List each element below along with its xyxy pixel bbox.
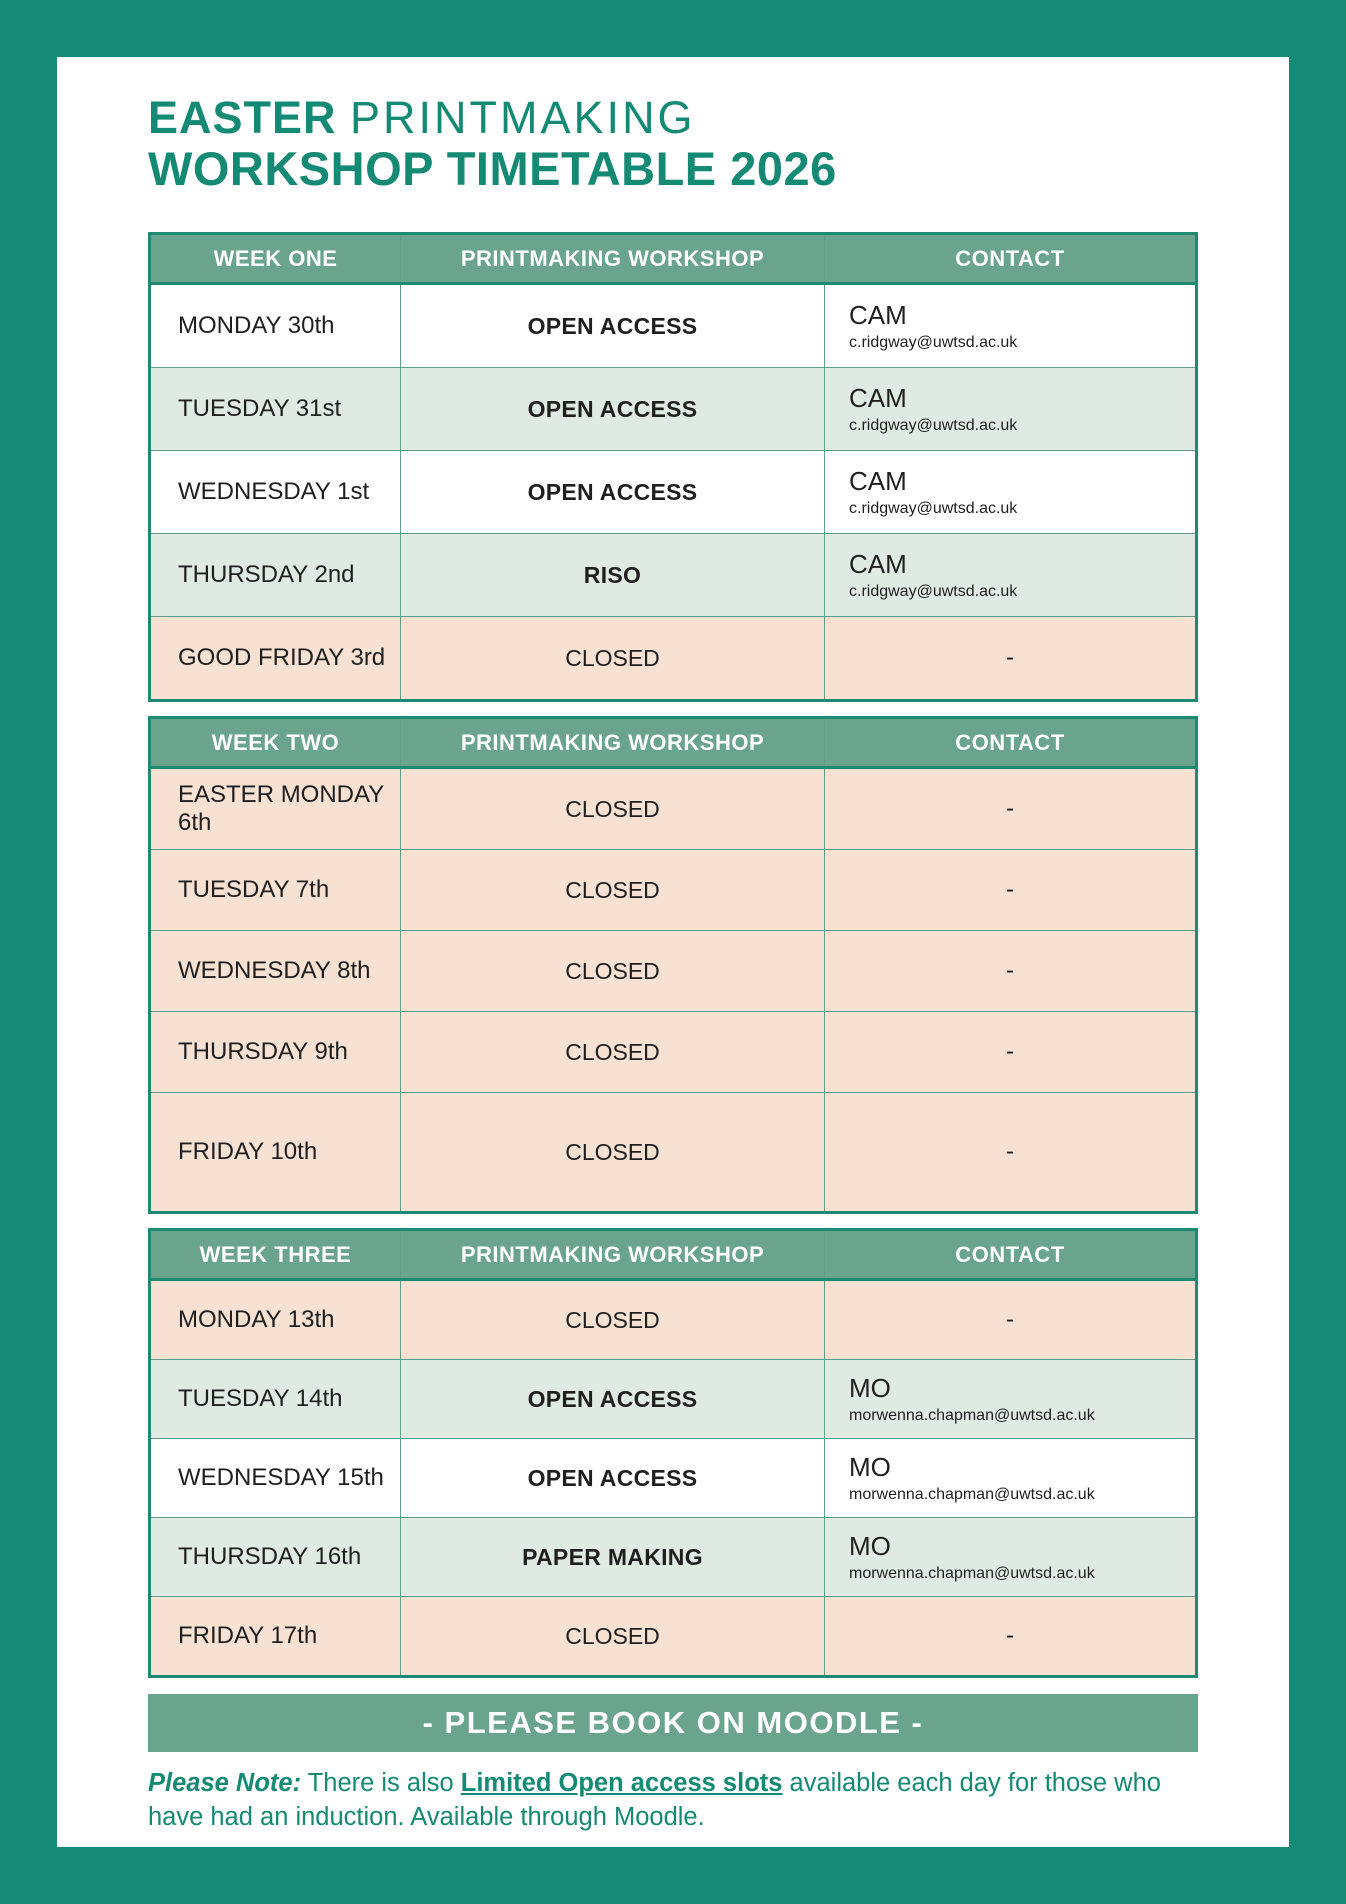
contact-cell xyxy=(825,1518,1195,1596)
workshop-header-cell: PRINTMAKING WORKSHOP xyxy=(401,235,825,282)
contact-cell: - xyxy=(1006,795,1014,823)
footnote-prefix: Please Note: xyxy=(148,1769,302,1798)
contact-email: morwenna.chapman@uwtsd.ac.uk xyxy=(849,1407,1095,1425)
day-cell: EASTER MONDAY 6th xyxy=(151,769,401,849)
table-header-row xyxy=(151,1231,1195,1281)
moodle-banner: - PLEASE BOOK ON MOODLE - xyxy=(148,1694,1198,1752)
workshop-header-cell: PRINTMAKING WORKSHOP xyxy=(401,1231,825,1278)
table-row xyxy=(151,931,1195,1012)
day-cell: GOOD FRIDAY 3rd xyxy=(151,617,401,699)
contact-cell xyxy=(825,1360,1195,1438)
contact-cell: - xyxy=(1006,1038,1014,1066)
workshop-cell: OPEN ACCESS xyxy=(401,1360,825,1438)
footnote-emphasis: Limited Open access slots xyxy=(460,1769,783,1798)
contact-header-cell: CONTACT xyxy=(955,729,1065,755)
table-row xyxy=(151,1093,1195,1211)
table-week-one xyxy=(148,232,1198,702)
contact-cell xyxy=(825,368,1195,450)
table-row xyxy=(151,1281,1195,1360)
title-line-2: WORKSHOP TIMETABLE 2026 xyxy=(148,142,837,196)
day-cell: TUESDAY 14th xyxy=(151,1360,401,1438)
contact-email: c.ridgway@uwtsd.ac.uk xyxy=(849,583,1018,601)
contact-cell xyxy=(825,1439,1195,1517)
contact-email: c.ridgway@uwtsd.ac.uk xyxy=(849,417,1018,435)
title-printmaking: PRINTMAKING xyxy=(350,92,696,143)
contact-cell: - xyxy=(1006,1306,1014,1334)
workshop-cell: CLOSED xyxy=(401,1093,825,1211)
day-cell: FRIDAY 10th xyxy=(151,1093,401,1211)
table-row xyxy=(151,850,1195,931)
contact-cell: - xyxy=(1006,1622,1014,1650)
contact-name: MO xyxy=(849,1531,891,1562)
day-cell: THURSDAY 9th xyxy=(151,1012,401,1092)
day-cell: TUESDAY 31st xyxy=(151,368,401,450)
workshop-cell: OPEN ACCESS xyxy=(401,285,825,367)
workshop-cell: CLOSED xyxy=(401,1597,825,1675)
contact-name: MO xyxy=(849,1373,891,1404)
table-week-two xyxy=(148,716,1198,1214)
day-cell: MONDAY 30th xyxy=(151,285,401,367)
contact-cell: - xyxy=(1006,876,1014,904)
footnote xyxy=(148,1766,1208,1835)
workshop-cell: OPEN ACCESS xyxy=(401,451,825,533)
table-week-three xyxy=(148,1228,1198,1678)
footnote-text-before: There is also xyxy=(301,1769,461,1798)
workshop-header-cell: PRINTMAKING WORKSHOP xyxy=(401,719,825,766)
day-cell: WEDNESDAY 1st xyxy=(151,451,401,533)
contact-header-cell: CONTACT xyxy=(955,245,1065,271)
week-header-cell: WEEK THREE xyxy=(151,1231,401,1278)
day-cell: TUESDAY 7th xyxy=(151,850,401,930)
contact-email: c.ridgway@uwtsd.ac.uk xyxy=(849,500,1018,518)
table-row xyxy=(151,617,1195,699)
title-line-1 xyxy=(148,93,1289,143)
day-cell: MONDAY 13th xyxy=(151,1281,401,1359)
workshop-cell: CLOSED xyxy=(401,617,825,699)
workshop-cell: CLOSED xyxy=(401,1281,825,1359)
workshop-cell: CLOSED xyxy=(401,850,825,930)
table-row xyxy=(151,368,1195,451)
contact-name: CAM xyxy=(849,383,907,414)
table-row xyxy=(151,1597,1195,1675)
contact-cell: - xyxy=(1006,957,1014,985)
table-header-row xyxy=(151,235,1195,285)
table-row xyxy=(151,285,1195,368)
poster-sheet xyxy=(57,57,1289,1847)
workshop-cell: CLOSED xyxy=(401,769,825,849)
workshop-cell: PAPER MAKING xyxy=(401,1518,825,1596)
footnote-text-after: available each day for those who have had an induction. Available through Moodle. xyxy=(148,1769,1161,1832)
contact-name: CAM xyxy=(849,549,907,580)
contact-cell xyxy=(825,534,1195,616)
table-row xyxy=(151,534,1195,617)
table-header-row xyxy=(151,719,1195,769)
contact-header-cell: CONTACT xyxy=(955,1241,1065,1267)
contact-name: CAM xyxy=(849,300,907,331)
day-cell: WEDNESDAY 8th xyxy=(151,931,401,1011)
day-cell: THURSDAY 2nd xyxy=(151,534,401,616)
contact-cell: - xyxy=(1006,1138,1014,1166)
contact-cell: - xyxy=(1006,644,1014,672)
title-easter: EASTER xyxy=(148,92,337,143)
page-title xyxy=(148,93,1289,196)
day-cell: THURSDAY 16th xyxy=(151,1518,401,1596)
workshop-cell: OPEN ACCESS xyxy=(401,368,825,450)
week-header-cell: WEEK ONE xyxy=(151,235,401,282)
week-header-cell: WEEK TWO xyxy=(151,719,401,766)
workshop-cell: CLOSED xyxy=(401,931,825,1011)
table-row xyxy=(151,1360,1195,1439)
table-row xyxy=(151,769,1195,850)
table-row xyxy=(151,1518,1195,1597)
table-row xyxy=(151,1439,1195,1518)
contact-name: MO xyxy=(849,1452,891,1483)
table-row xyxy=(151,451,1195,534)
contact-cell xyxy=(825,285,1195,367)
contact-email: morwenna.chapman@uwtsd.ac.uk xyxy=(849,1565,1095,1583)
day-cell: WEDNESDAY 15th xyxy=(151,1439,401,1517)
contact-email: morwenna.chapman@uwtsd.ac.uk xyxy=(849,1486,1095,1504)
workshop-cell: RISO xyxy=(401,534,825,616)
workshop-cell: OPEN ACCESS xyxy=(401,1439,825,1517)
contact-email: c.ridgway@uwtsd.ac.uk xyxy=(849,334,1018,352)
day-cell: FRIDAY 17th xyxy=(151,1597,401,1675)
table-row xyxy=(151,1012,1195,1093)
contact-name: CAM xyxy=(849,466,907,497)
workshop-cell: CLOSED xyxy=(401,1012,825,1092)
contact-cell xyxy=(825,451,1195,533)
